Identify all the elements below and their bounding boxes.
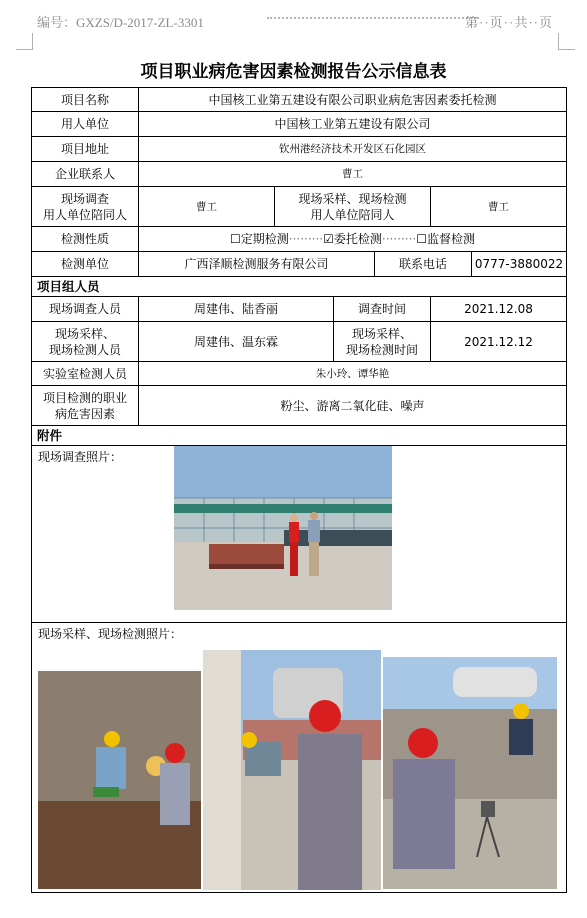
sampling-photo-1: [38, 671, 201, 889]
crop-mark-right: [558, 33, 575, 50]
value-samplers: 周建伟、温东霖: [139, 322, 334, 362]
label-survey-companion: 现场调查 用人单位陪同人: [32, 187, 139, 227]
value-employer: 中国核工业第五建设有限公司: [139, 112, 567, 137]
row-contact: [32, 162, 567, 187]
page-title: 项目职业病危害因素检测报告公示信息表: [140, 62, 447, 82]
section-team: 项目组人员: [32, 277, 567, 297]
sampling-photo-cell: [32, 623, 567, 893]
value-survey-time: 2021.12.08: [431, 297, 567, 322]
value-survey-companion: 曹工: [139, 187, 275, 227]
row-surveyors: [32, 297, 567, 322]
value-project-name: 中国核工业第五建设有限公司职业病危害因素委托检测: [139, 88, 567, 112]
value-lab: 朱小玲、谭华艳: [139, 362, 567, 386]
value-sampling-time: 2021.12.12: [431, 322, 567, 362]
value-agency: 广西泽顺检测服务有限公司: [139, 252, 375, 277]
sampling-photo-label: 现场采样、现场检测照片：: [38, 627, 183, 641]
value-surveyors: 周建伟、陆香丽: [139, 297, 334, 322]
row-team-title: [32, 277, 567, 297]
row-samplers: [32, 322, 567, 362]
label-contact: 企业联系人: [32, 162, 139, 187]
person-red: [289, 514, 299, 576]
label-sampling-time: 现场采样、 现场检测时间: [334, 322, 431, 362]
row-survey-photo: [32, 446, 567, 623]
info-table: [31, 87, 567, 893]
value-contact: 曹工: [139, 162, 567, 187]
row-project-name: [32, 88, 567, 112]
row-employer: [32, 112, 567, 137]
label-address: 项目地址: [32, 137, 139, 162]
option-supervision: ☐监督检测: [416, 232, 476, 246]
row-lab: [32, 362, 567, 386]
survey-photo-cell: [32, 446, 567, 623]
survey-photo-label: 现场调查照片：: [38, 450, 123, 464]
label-project-name: 项目名称: [32, 88, 139, 112]
sampling-photo-2: [203, 650, 381, 890]
row-nature: [32, 227, 567, 252]
person-beige: [308, 512, 320, 576]
value-sampling-companion: 曹工: [431, 187, 567, 227]
value-phone: 0777-3880022: [472, 252, 567, 277]
label-phone: 联系电话: [375, 252, 472, 277]
doc-code: 编号：GXZS/D-2017-ZL-3301: [37, 15, 204, 30]
label-agency: 检测单位: [32, 252, 139, 277]
value-nature: [139, 227, 567, 252]
label-employer: 用人单位: [32, 112, 139, 137]
row-survey-companion: [32, 187, 567, 227]
label-surveyors: 现场调查人员: [32, 297, 139, 322]
row-agency: [32, 252, 567, 277]
sampling-photo-3: [383, 657, 557, 889]
page-indicator: 第··页··共··页: [465, 15, 553, 30]
crop-mark-left: [16, 33, 33, 50]
doc-header: [37, 12, 553, 32]
value-address: 钦州港经济技术开发区石化园区: [139, 137, 567, 162]
option-periodic: ☐定期检测: [230, 232, 289, 246]
label-lab: 实验室检测人员: [32, 362, 139, 386]
row-address: [32, 137, 567, 162]
section-attachment: 附件: [32, 426, 567, 446]
label-nature: 检测性质: [32, 227, 139, 252]
row-hazards: [32, 386, 567, 426]
option-entrusted: ☑委托检测: [323, 232, 382, 246]
label-sampling-companion: 现场采样、现场检测 用人单位陪同人: [275, 187, 431, 227]
row-sampling-photos: [32, 623, 567, 893]
dots-separator: ·········: [288, 232, 324, 246]
label-survey-time: 调查时间: [334, 297, 431, 322]
dots-separator: ·········: [381, 232, 417, 246]
label-hazards: 项目检测的职业 病危害因素: [32, 386, 139, 426]
header-dots: [267, 17, 479, 19]
survey-photo: [174, 446, 392, 610]
label-samplers: 现场采样、 现场检测人员: [32, 322, 139, 362]
value-hazards: 粉尘、游离二氧化硅、噪声: [139, 386, 567, 426]
row-attach-title: [32, 426, 567, 446]
